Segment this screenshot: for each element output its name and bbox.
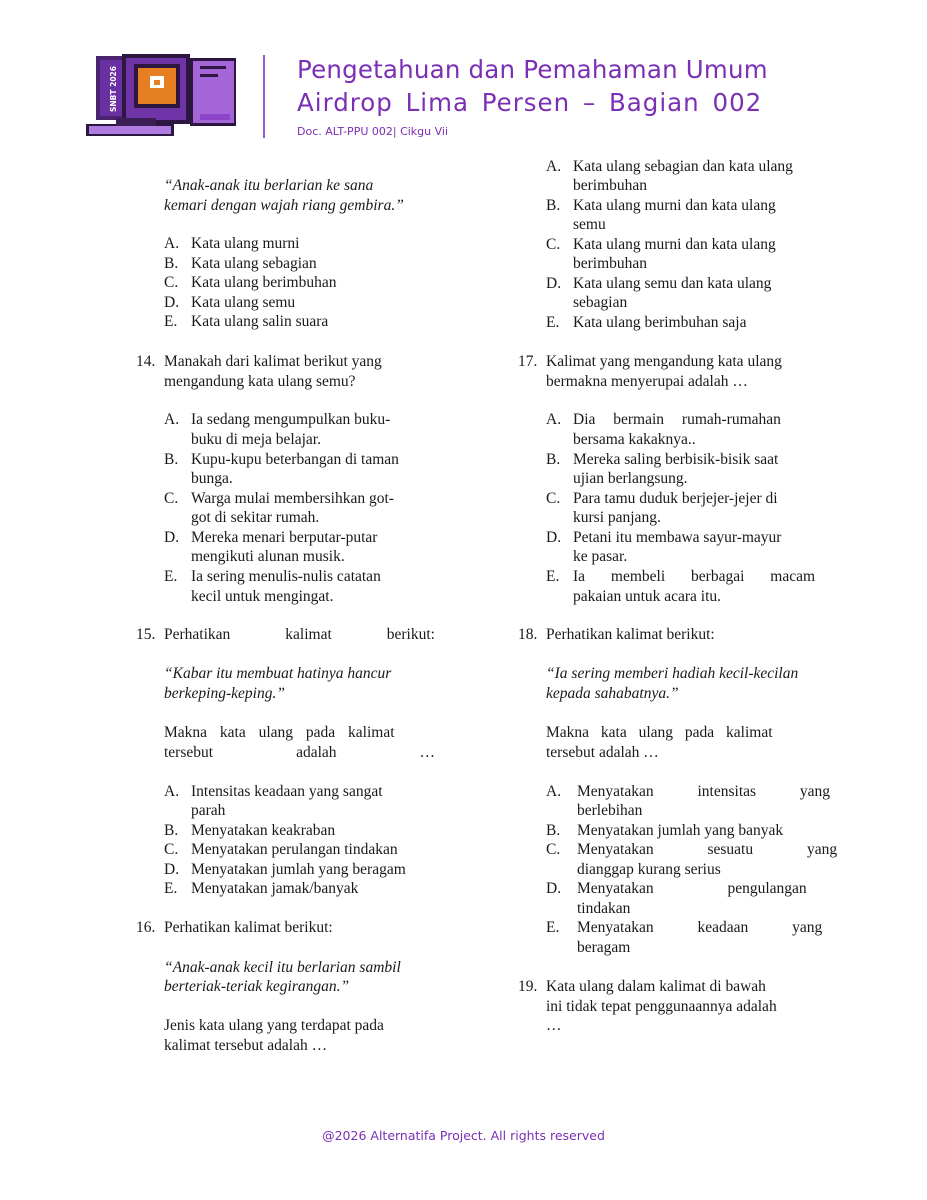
q15-option-d: Menyatakan jumlah yang beragam <box>191 861 406 878</box>
q17-option-d-cont: ke pasar. <box>573 548 628 565</box>
q14-option-letter: D. <box>164 529 180 546</box>
q15-prompt-word: tersebut <box>164 744 214 761</box>
q19-question-line: Kata ulang dalam kalimat di bawah <box>546 978 766 995</box>
q16-option-d-cont: sebagian <box>573 294 628 311</box>
q14-option-letter: E. <box>164 568 178 585</box>
q18-quote-line: kepada sahabatnya.” <box>546 685 679 702</box>
q18-option-a: Menyatakan intensitas yang <box>577 783 831 800</box>
copyright-footer: @2026 Alternatifa Project. All rights reserved <box>322 1128 605 1143</box>
q16-quote-line: “Anak-anak kecil itu berlarian sambil <box>164 959 401 976</box>
q14-option-letter: A. <box>164 411 180 428</box>
q19-number: 19. <box>518 978 538 995</box>
q15-number: 15. <box>136 626 156 643</box>
q17-option-letter: D. <box>546 529 562 546</box>
q13-option-letter: A. <box>164 235 180 252</box>
q17-option-e-cont: pakaian untuk acara itu. <box>573 588 722 605</box>
q14-option-c: Warga mulai membersihkan got- <box>191 490 394 507</box>
q18-option-letter: C. <box>546 841 561 858</box>
q17-option-letter: E. <box>546 568 560 585</box>
q16-option-c-cont: berimbuhan <box>573 255 648 272</box>
q14-question-line: Manakah dari kalimat berikut yang <box>164 353 382 370</box>
q18-prompt-line: Makna kata ulang pada kalimat <box>546 724 773 741</box>
q15-quote-line: “Kabar itu membuat hatinya hancur <box>164 665 392 682</box>
q18-prompt-line: tersebut adalah … <box>546 744 659 761</box>
q13-option-d: Kata ulang semu <box>191 294 296 311</box>
q16-option-a: Kata ulang sebagian dan kata ulang <box>573 158 793 175</box>
q17-option-letter: A. <box>546 411 562 428</box>
q15-prompt-line: Makna kata ulang pada kalimat <box>164 724 395 741</box>
q16-option-c: Kata ulang murni dan kata ulang <box>573 236 776 253</box>
q13-quote-line: kemari dengan wajah riang gembira.” <box>164 197 404 214</box>
q16-option-letter: B. <box>546 197 561 214</box>
page-subtitle: Airdrop Lima Persen – Bagian 002 <box>297 88 763 117</box>
q16-option-e: Kata ulang berimbuhan saja <box>573 314 747 331</box>
q18-option-c-cont: dianggap kurang serius <box>577 861 721 878</box>
q16-option-b: Kata ulang murni dan kata ulang <box>573 197 776 214</box>
q18-number: 18. <box>518 626 538 643</box>
q15-intro <box>164 625 435 645</box>
q15-option-a: Intensitas keadaan yang sangat <box>191 783 383 800</box>
q17-number: 17. <box>518 353 538 370</box>
q17-option-letter: C. <box>546 490 561 507</box>
q16-number: 16. <box>136 919 156 936</box>
q15-option-letter: E. <box>164 880 178 897</box>
q13-option-letter: E. <box>164 313 178 330</box>
q16-option-a-cont: berimbuhan <box>573 177 648 194</box>
q16-option-d: Kata ulang semu dan kata ulang <box>573 275 772 292</box>
q13-option-letter: D. <box>164 294 180 311</box>
q18-intro: Perhatikan kalimat berikut: <box>546 626 715 643</box>
q18-option-b: Menyatakan jumlah yang banyak <box>577 822 784 839</box>
q16-prompt-line: Jenis kata ulang yang terdapat pada <box>164 1017 384 1034</box>
q14-option-a-cont: buku di meja belajar. <box>191 431 321 448</box>
q17-option-c-cont: kursi panjang. <box>573 509 661 526</box>
q14-option-a: Ia sedang mengumpulkan buku- <box>191 411 391 428</box>
q18-option-letter: E. <box>546 919 560 936</box>
q13-option-letter: C. <box>164 274 179 291</box>
q15-option-letter: C. <box>164 841 179 858</box>
doc-reference: Doc. ALT-PPU 002| Cikgu Vii <box>297 125 449 138</box>
q13-option-c: Kata ulang berimbuhan <box>191 274 337 291</box>
q15-option-letter: D. <box>164 861 180 878</box>
q14-option-letter: B. <box>164 451 179 468</box>
q18-option-c: Menyatakan sesuatu yang <box>577 841 838 858</box>
q17-option-c: Para tamu duduk berjejer-jejer di <box>573 490 778 507</box>
q14-option-b: Kupu-kupu beterbangan di taman <box>191 451 399 468</box>
q14-option-b-cont: bunga. <box>191 470 233 487</box>
q18-option-d-cont: tindakan <box>577 900 631 917</box>
q15-intro-word: kalimat <box>285 626 332 643</box>
q16-prompt-line: kalimat tersebut adalah … <box>164 1037 328 1054</box>
q19-question-line: … <box>546 1017 562 1034</box>
q17-option-b-cont: ujian berlangsung. <box>573 470 688 487</box>
q18-option-e-cont: beragam <box>577 939 631 956</box>
q13-quote-line: “Anak-anak itu berlarian ke sana <box>164 177 374 194</box>
q18-quote-line: “Ia sering memberi hadiah kecil-kecilan <box>546 665 799 682</box>
q16-option-letter: D. <box>546 275 562 292</box>
q17-option-a: Dia bermain rumah-rumahan <box>573 411 781 428</box>
snbt-computer-logo <box>86 52 238 138</box>
q17-option-d: Petani itu membawa sayur-mayur <box>573 529 782 546</box>
q15-prompt-line <box>164 743 435 763</box>
q16-option-letter: A. <box>546 158 562 175</box>
header-divider <box>263 55 265 138</box>
q17-option-letter: B. <box>546 451 561 468</box>
q16-quote-line: berteriak-teriak kegirangan.” <box>164 978 350 995</box>
q14-option-e-cont: kecil untuk mengingat. <box>191 588 334 605</box>
q18-option-letter: A. <box>546 783 562 800</box>
q16-intro: Perhatikan kalimat berikut: <box>164 919 333 936</box>
q14-option-d: Mereka menari berputar-putar <box>191 529 378 546</box>
q14-number: 14. <box>136 353 156 370</box>
q18-option-e: Menyatakan keadaan yang <box>577 919 823 936</box>
q19-question-line: ini tidak tepat penggunaannya adalah <box>546 998 777 1015</box>
q15-prompt-word: … <box>419 744 435 761</box>
q18-option-letter: B. <box>546 822 561 839</box>
q15-option-letter: B. <box>164 822 179 839</box>
q14-question-line: mengandung kata ulang semu? <box>164 373 356 390</box>
q15-prompt-word: adalah <box>296 744 337 761</box>
q15-intro-word: Perhatikan <box>164 626 231 643</box>
q15-option-c: Menyatakan perulangan tindakan <box>191 841 398 858</box>
q17-question-line: Kalimat yang mengandung kata ulang <box>546 353 782 370</box>
page-title: Pengetahuan dan Pemahaman Umum <box>297 55 768 84</box>
q15-intro-word: berikut: <box>386 626 435 643</box>
q16-option-letter: C. <box>546 236 561 253</box>
q17-option-a-cont: bersama kakaknya.. <box>573 431 696 448</box>
q16-option-letter: E. <box>546 314 560 331</box>
q14-option-e: Ia sering menulis-nulis catatan <box>191 568 381 585</box>
q17-option-b: Mereka saling berbisik-bisik saat <box>573 451 779 468</box>
q15-option-e: Menyatakan jamak/banyak <box>191 880 359 897</box>
q17-option-e: Ia membeli berbagai macam <box>573 568 816 585</box>
q13-option-letter: B. <box>164 255 179 272</box>
q14-option-d-cont: mengikuti alunan musik. <box>191 548 345 565</box>
q18-option-d: Menyatakan pengulangan <box>577 880 807 897</box>
q17-question-line: bermakna menyerupai adalah … <box>546 373 748 390</box>
q16-option-b-cont: semu <box>573 216 606 233</box>
q13-option-b: Kata ulang sebagian <box>191 255 317 272</box>
q14-option-c-cont: got di sekitar rumah. <box>191 509 320 526</box>
q15-option-letter: A. <box>164 783 180 800</box>
q15-option-b: Menyatakan keakraban <box>191 822 336 839</box>
q18-option-letter: D. <box>546 880 562 897</box>
logo-text: SNBT 2026 <box>109 66 118 112</box>
q13-option-a: Kata ulang murni <box>191 235 300 252</box>
q14-option-letter: C. <box>164 490 179 507</box>
q15-quote-line: berkeping-keping.” <box>164 685 285 702</box>
q13-option-e: Kata ulang salin suara <box>191 313 329 330</box>
q18-option-a-cont: berlebihan <box>577 802 643 819</box>
q15-option-a-cont: parah <box>191 802 226 819</box>
